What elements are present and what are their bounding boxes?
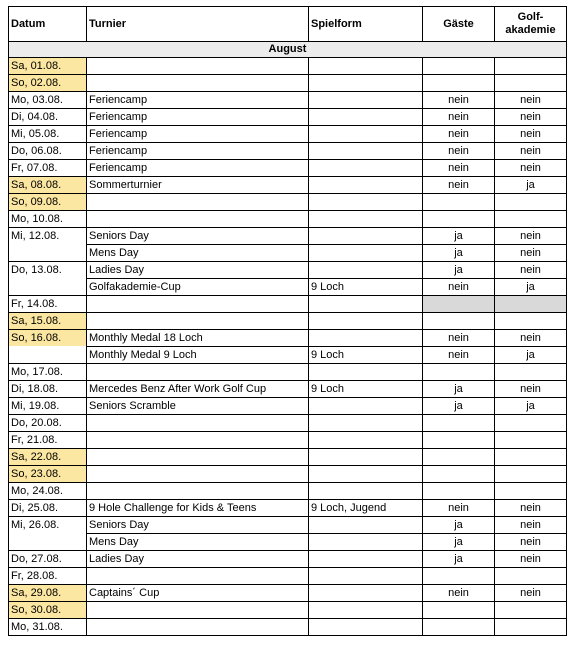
table-row (9, 347, 567, 364)
golf-academy-cell (495, 466, 567, 483)
date-cell: Do, 20.08. (9, 415, 87, 432)
golf-academy-cell: ja (495, 279, 567, 296)
play-format-cell: 9 Loch (309, 279, 423, 296)
golf-academy-cell: nein (495, 381, 567, 398)
tournament-cell: Mens Day (87, 245, 309, 262)
guests-cell (423, 364, 495, 381)
play-format-cell (309, 262, 423, 279)
table-row (9, 58, 567, 75)
golf-academy-cell (495, 296, 567, 313)
table-row (9, 330, 567, 347)
table-row (9, 398, 567, 415)
table-row (9, 534, 567, 551)
play-format-cell: 9 Loch (309, 381, 423, 398)
date-cell: Mi, 26.08. (9, 517, 87, 534)
golf-academy-cell: nein (495, 228, 567, 245)
guests-cell (423, 568, 495, 585)
table-row (9, 483, 567, 500)
golf-academy-cell: nein (495, 143, 567, 160)
table-row (9, 568, 567, 585)
date-cell: Sa, 29.08. (9, 585, 87, 602)
play-format-cell (309, 109, 423, 126)
date-cell: Do, 06.08. (9, 143, 87, 160)
play-format-cell (309, 364, 423, 381)
play-format-cell (309, 415, 423, 432)
date-cell: Mo, 10.08. (9, 211, 87, 228)
date-cell: Fr, 21.08. (9, 432, 87, 449)
guests-cell: ja (423, 262, 495, 279)
guests-cell: nein (423, 92, 495, 109)
table-row (9, 432, 567, 449)
golf-academy-cell (495, 602, 567, 619)
golf-academy-cell (495, 415, 567, 432)
date-cell: Fr, 07.08. (9, 160, 87, 177)
play-format-cell (309, 585, 423, 602)
golf-academy-cell: nein (495, 109, 567, 126)
golf-academy-cell: nein (495, 245, 567, 262)
date-cell: Mi, 19.08. (9, 398, 87, 415)
tournament-cell (87, 619, 309, 636)
table-row (9, 466, 567, 483)
table-row (9, 245, 567, 262)
guests-cell (423, 466, 495, 483)
golf-academy-cell: nein (495, 92, 567, 109)
guests-cell: nein (423, 279, 495, 296)
tournament-cell: Seniors Day (87, 228, 309, 245)
play-format-cell: 9 Loch (309, 347, 423, 364)
date-cell: Mo, 03.08. (9, 92, 87, 109)
tournament-cell (87, 296, 309, 313)
play-format-cell (309, 432, 423, 449)
tournament-cell: Feriencamp (87, 126, 309, 143)
date-cell (9, 245, 87, 262)
date-cell: Mo, 24.08. (9, 483, 87, 500)
play-format-cell (309, 160, 423, 177)
play-format-cell (309, 551, 423, 568)
guests-cell (423, 313, 495, 330)
play-format-cell (309, 330, 423, 347)
golf-academy-cell: nein (495, 330, 567, 347)
tournament-cell: Mercedes Benz After Work Golf Cup (87, 381, 309, 398)
tournament-cell: Captains´ Cup (87, 585, 309, 602)
table-row (9, 296, 567, 313)
date-cell: So, 09.08. (9, 194, 87, 211)
guests-cell: ja (423, 398, 495, 415)
golf-academy-cell (495, 211, 567, 228)
guests-cell: ja (423, 228, 495, 245)
table-row (9, 500, 567, 517)
table-header (9, 7, 567, 42)
play-format-cell (309, 228, 423, 245)
tournament-cell: Feriencamp (87, 109, 309, 126)
play-format-cell (309, 313, 423, 330)
table-row (9, 126, 567, 143)
play-format-cell (309, 143, 423, 160)
month-row (9, 42, 567, 58)
table-row (9, 109, 567, 126)
date-cell: Mo, 17.08. (9, 364, 87, 381)
header-gaeste: Gäste (423, 7, 495, 42)
guests-cell (423, 194, 495, 211)
guests-cell (423, 75, 495, 92)
tournament-cell: Ladies Day (87, 262, 309, 279)
date-cell: Mi, 05.08. (9, 126, 87, 143)
golf-academy-cell: nein (495, 160, 567, 177)
guests-cell: nein (423, 347, 495, 364)
date-cell: So, 23.08. (9, 466, 87, 483)
table-row (9, 551, 567, 568)
golf-academy-cell: ja (495, 398, 567, 415)
tournament-cell (87, 58, 309, 75)
play-format-cell (309, 194, 423, 211)
tournament-cell: Seniors Scramble (87, 398, 309, 415)
play-format-cell: 9 Loch, Jugend (309, 500, 423, 517)
golf-academy-cell (495, 313, 567, 330)
golf-academy-cell (495, 568, 567, 585)
play-format-cell (309, 619, 423, 636)
tournament-cell: Monthly Medal 18 Loch (87, 330, 309, 347)
date-cell: Fr, 28.08. (9, 568, 87, 585)
guests-cell (423, 602, 495, 619)
golf-academy-cell (495, 75, 567, 92)
date-cell: Mi, 12.08. (9, 228, 87, 245)
golf-academy-cell (495, 483, 567, 500)
play-format-cell (309, 126, 423, 143)
play-format-cell (309, 602, 423, 619)
date-cell (9, 534, 87, 551)
golf-academy-cell (495, 364, 567, 381)
table-row (9, 211, 567, 228)
play-format-cell (309, 483, 423, 500)
tournament-cell: Seniors Day (87, 517, 309, 534)
table-row (9, 92, 567, 109)
guests-cell: nein (423, 585, 495, 602)
tournament-cell (87, 364, 309, 381)
table-row (9, 279, 567, 296)
golf-academy-cell: nein (495, 500, 567, 517)
date-cell: Sa, 22.08. (9, 449, 87, 466)
guests-cell: ja (423, 245, 495, 262)
date-cell (9, 347, 87, 364)
date-cell: Sa, 01.08. (9, 58, 87, 75)
golf-academy-cell: nein (495, 551, 567, 568)
guests-cell (423, 449, 495, 466)
play-format-cell (309, 568, 423, 585)
tournament-cell: Sommerturnier (87, 177, 309, 194)
guests-cell: nein (423, 160, 495, 177)
play-format-cell (309, 517, 423, 534)
golf-academy-cell (495, 449, 567, 466)
play-format-cell (309, 211, 423, 228)
date-cell: Do, 27.08. (9, 551, 87, 568)
golf-academy-cell: nein (495, 517, 567, 534)
tournament-cell: Feriencamp (87, 160, 309, 177)
tournament-cell (87, 466, 309, 483)
guests-cell: ja (423, 517, 495, 534)
date-cell: Di, 18.08. (9, 381, 87, 398)
table-row (9, 602, 567, 619)
play-format-cell (309, 466, 423, 483)
table-row (9, 228, 567, 245)
header-row (9, 7, 567, 42)
tournament-cell: Golfakademie-Cup (87, 279, 309, 296)
tournament-cell (87, 568, 309, 585)
table-row (9, 585, 567, 602)
table-row (9, 313, 567, 330)
tournament-cell: Ladies Day (87, 551, 309, 568)
header-spielform: Spielform (309, 7, 423, 42)
guests-cell (423, 483, 495, 500)
date-cell: Di, 25.08. (9, 500, 87, 517)
table-row (9, 415, 567, 432)
tournament-cell (87, 602, 309, 619)
golf-academy-cell (495, 58, 567, 75)
table-row (9, 143, 567, 160)
guests-cell: nein (423, 500, 495, 517)
tournament-cell: Monthly Medal 9 Loch (87, 347, 309, 364)
guests-cell: ja (423, 534, 495, 551)
date-cell: Sa, 15.08. (9, 313, 87, 330)
header-golfakademie: Golf- akademie (495, 7, 567, 42)
golf-academy-cell: nein (495, 585, 567, 602)
table-row (9, 262, 567, 279)
golf-academy-cell: nein (495, 126, 567, 143)
play-format-cell (309, 58, 423, 75)
tournament-cell (87, 432, 309, 449)
golf-academy-cell: ja (495, 347, 567, 364)
play-format-cell (309, 245, 423, 262)
golf-academy-cell (495, 619, 567, 636)
play-format-cell (309, 534, 423, 551)
date-cell: Sa, 08.08. (9, 177, 87, 194)
tournament-cell: 9 Hole Challenge for Kids & Teens (87, 500, 309, 517)
play-format-cell (309, 177, 423, 194)
tournament-cell (87, 449, 309, 466)
play-format-cell (309, 75, 423, 92)
tournament-schedule-table (8, 6, 567, 636)
table-body (9, 42, 567, 636)
table-row (9, 75, 567, 92)
play-format-cell (309, 296, 423, 313)
play-format-cell (309, 92, 423, 109)
guests-cell (423, 619, 495, 636)
date-cell: Fr, 14.08. (9, 296, 87, 313)
tournament-cell: Mens Day (87, 534, 309, 551)
date-cell: Do, 13.08. (9, 262, 87, 279)
tournament-cell: Feriencamp (87, 92, 309, 109)
guests-cell (423, 432, 495, 449)
tournament-cell (87, 483, 309, 500)
tournament-cell (87, 313, 309, 330)
date-cell: So, 02.08. (9, 75, 87, 92)
play-format-cell (309, 398, 423, 415)
table-row (9, 619, 567, 636)
guests-cell: ja (423, 381, 495, 398)
tournament-cell (87, 211, 309, 228)
guests-cell: nein (423, 143, 495, 160)
date-cell: Mo, 31.08. (9, 619, 87, 636)
guests-cell (423, 415, 495, 432)
table-row (9, 194, 567, 211)
header-datum: Datum (9, 7, 87, 42)
guests-cell: nein (423, 330, 495, 347)
play-format-cell (309, 449, 423, 466)
golf-academy-cell: ja (495, 177, 567, 194)
table-row (9, 177, 567, 194)
header-turnier: Turnier (87, 7, 309, 42)
month-label: August (9, 42, 567, 58)
guests-cell (423, 211, 495, 228)
golf-academy-cell: nein (495, 534, 567, 551)
date-cell: Di, 04.08. (9, 109, 87, 126)
guests-cell: nein (423, 177, 495, 194)
golf-academy-cell (495, 194, 567, 211)
date-cell: So, 16.08. (9, 330, 87, 347)
tournament-cell: Feriencamp (87, 143, 309, 160)
guests-cell: ja (423, 551, 495, 568)
table-row (9, 364, 567, 381)
date-cell: So, 30.08. (9, 602, 87, 619)
golf-academy-cell: nein (495, 262, 567, 279)
guests-cell (423, 58, 495, 75)
tournament-cell (87, 194, 309, 211)
tournament-cell (87, 415, 309, 432)
table-row (9, 160, 567, 177)
guests-cell: nein (423, 109, 495, 126)
table-row (9, 381, 567, 398)
tournament-cell (87, 75, 309, 92)
golf-academy-cell (495, 432, 567, 449)
table-row (9, 449, 567, 466)
table-row (9, 517, 567, 534)
date-cell (9, 279, 87, 296)
guests-cell (423, 296, 495, 313)
guests-cell: nein (423, 126, 495, 143)
